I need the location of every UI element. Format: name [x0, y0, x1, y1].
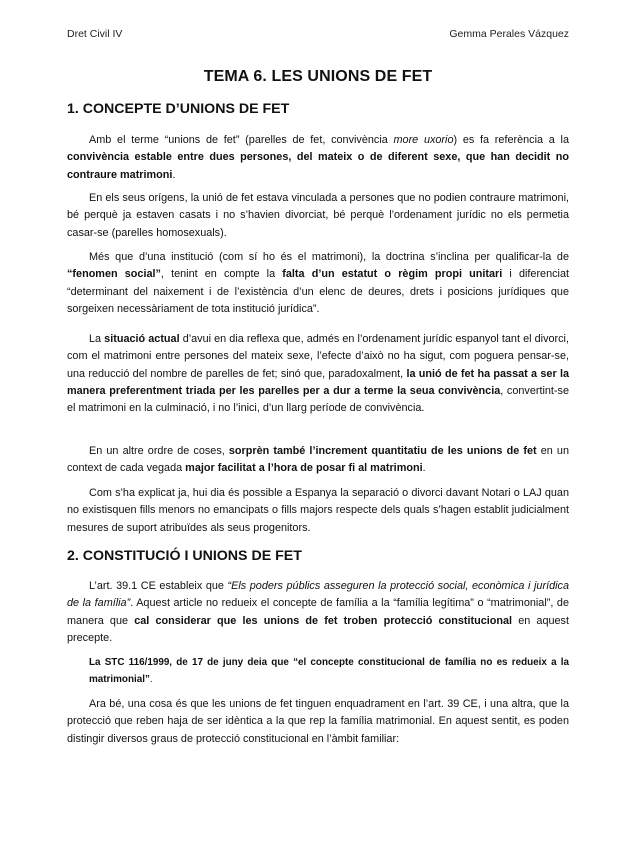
section-1-heading: 1. CONCEPTE D’UNIONS DE FET: [67, 101, 290, 117]
s1-paragraph-4: La situació actual d’avui en dia reflexa que, admés en l’ordenament jurídic espanyol tant el divorci, com el matrimoni entre persones del mateix sexe, l’efecte d’això no ha sigut, com poguera pensar-se, una reducció del nombre de parelles de fet; sinó que, paradoxalment, la unió de fet ha passat a ser la manera preferentment triada per les parelles per a dur a terme la seua convivència, convertint-se el matrimoni en la culminació, i no l’inici, d’un llarg període de convivència.: [67, 333, 569, 415]
header-author: Gemma Perales Vázquez: [449, 28, 569, 40]
s1-paragraph-1: Amb el terme “unions de fet” (parelles de fet, convivència more uxorio) es fa referència a la convivència estable entre dues persones, del mateix o de diferent sexe, que han decidit no contraure matrimoni.: [67, 134, 569, 181]
s1-paragraph-6: Com s’ha explicat ja, hui dia és possible a Espanya la separació o divorci davant Notari o LAJ quan no existisquen fills menors no emancipats o fills majors respecte dels quals s’hagen establit judicialment mesures de suport atribuïdes als seus progenitors.: [67, 487, 569, 534]
s2-paragraph-1: L’art. 39.1 CE estableix que “Els poders públics asseguren la protecció social, econòmica i jurídica de la família”. Aquest article no redueix el concepte de família a la “família legítima” o “matrimonial”, de manera que cal considerar que les unions de fet troben protecció constitucional en aquest precepte.: [67, 580, 569, 644]
s1-paragraph-2: En els seus orígens, la unió de fet estava vinculada a persones que no podien contraure matrimoni, bé perquè ja estaven casats i no s’havien divorciat, bé perquè l’ordenament jurídic no els permetia casar-se (parelles homosexuals).: [67, 192, 569, 239]
page-header: [67, 28, 569, 42]
s2-paragraph-2: Ara bé, una cosa és que les unions de fet tinguen enquadrament en l’art. 39 CE, i una altra, que la protecció que reben haja de ser idèntica a la que rep la família matrimonial. En aquest sentit, es poden distingir diversos graus de protecció constitucional en l’àmbit familiar:: [67, 698, 569, 745]
document-title: TEMA 6. LES UNIONS DE FET: [203, 68, 433, 85]
s1-paragraph-5: En un altre ordre de coses, sorprèn també l’increment quantitatiu de les unions de fet en un context de cada vegada major facilitat a l’hora de posar fi al matrimoni.: [67, 445, 569, 475]
quote-block: La STC 116/1999, de 17 de juny deia que “el concepte constitucional de família no es redueix a la matrimonial”.: [89, 657, 569, 685]
s1-paragraph-3: Més que d’una institució (com sí ho és el matrimoni), la doctrina s’inclina per qualificar-la de “fenomen social”, tenint en compte la falta d’un estatut o règim propi unitari i diferenciat “determinant del naixement i de l’existència d’un elenc de deures, drets i posicions jurídiques que sorgeixen necessàriament de tota institució jurídica”.: [67, 251, 569, 315]
section-2-heading: 2. CONSTITUCIÓ I UNIONS DE FET: [67, 548, 302, 564]
header-course: Dret Civil IV: [67, 28, 123, 40]
